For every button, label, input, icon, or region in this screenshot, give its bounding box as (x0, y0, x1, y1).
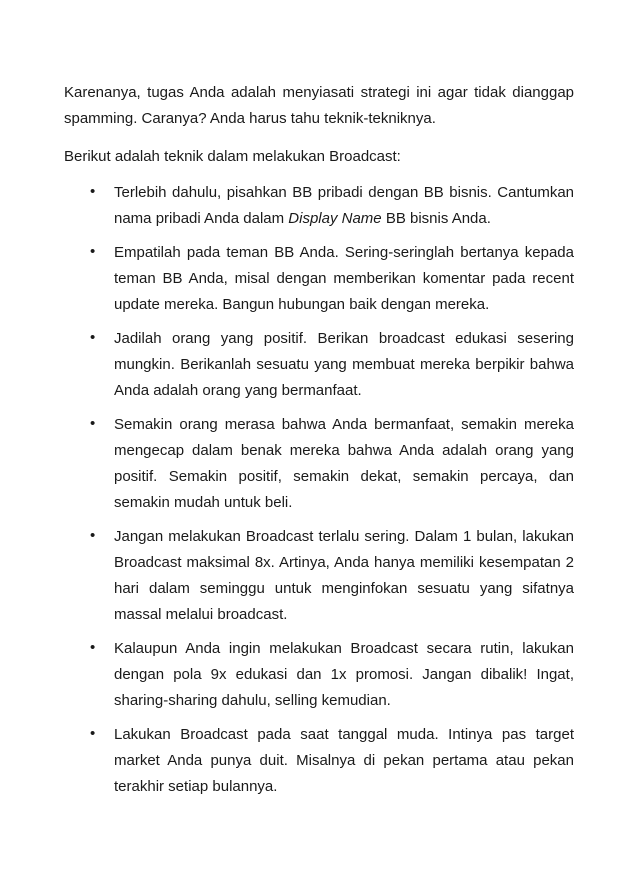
bullet-icon: • (90, 639, 96, 656)
technique-list (64, 180, 574, 800)
list-item (64, 524, 574, 628)
bullet-icon: • (90, 415, 96, 432)
list-intro-paragraph: Berikut adalah teknik dalam melakukan Broadcast: (64, 148, 401, 165)
list-item-text: Semakin orang merasa bahwa Anda bermanfaat, semakin mereka mengecap dalam benak mereka bahwa Anda adalah orang yang positif. Semakin positif, semakin dekat, semakin percaya, dan semakin mudah untuk beli. (114, 416, 574, 511)
list-item-emphasis: Display Name (288, 210, 382, 227)
list-item (64, 636, 574, 714)
bullet-icon: • (90, 329, 96, 346)
list-item-text: Lakukan Broadcast pada saat tanggal muda. Intinya pas target market Anda punya duit. Misalnya di pekan pertama atau pekan terakhir setiap bulannya. (114, 726, 574, 795)
list-item-text: BB bisnis Anda. (381, 210, 491, 227)
bullet-icon: • (90, 527, 96, 544)
bullet-icon: • (90, 183, 96, 200)
bullet-icon: • (90, 725, 96, 742)
list-item (64, 722, 574, 800)
list-item-text: Jadilah orang yang positif. Berikan broadcast edukasi sesering mungkin. Berikanlah sesuatu yang membuat mereka berpikir bahwa Anda adalah orang yang bermanfaat. (114, 330, 574, 399)
list-item (64, 412, 574, 516)
bullet-icon: • (90, 243, 96, 260)
intro-paragraph: Karenanya, tugas Anda adalah menyiasati strategi ini agar tidak dianggap spamming. Caranya? Anda harus tahu teknik-tekniknya. (64, 84, 574, 127)
document-page (64, 80, 574, 808)
list-item-text: Jangan melakukan Broadcast terlalu sering. Dalam 1 bulan, lakukan Broadcast maksimal 8x. Artinya, Anda hanya memiliki kesempatan 2 hari dalam seminggu untuk menginfokan sesuatu yang sifatnya massal melalui broadcast. (114, 528, 574, 623)
list-item-text: Kalaupun Anda ingin melakukan Broadcast secara rutin, lakukan dengan pola 9x edukasi dan 1x promosi. Jangan dibalik! Ingat, sharing-sharing dahulu, selling kemudian. (114, 640, 574, 709)
list-item (64, 180, 574, 232)
list-item (64, 326, 574, 404)
list-item-text: Terlebih dahulu, pisahkan BB pribadi dengan BB bisnis. Cantumkan nama pribadi Anda dalam (114, 184, 574, 227)
list-item-text: Empatilah pada teman BB Anda. Sering-seringlah bertanya kepada teman BB Anda, misal dengan memberikan komentar pada recent update mereka. Bangun hubungan baik dengan mereka. (114, 244, 574, 313)
list-item (64, 240, 574, 318)
